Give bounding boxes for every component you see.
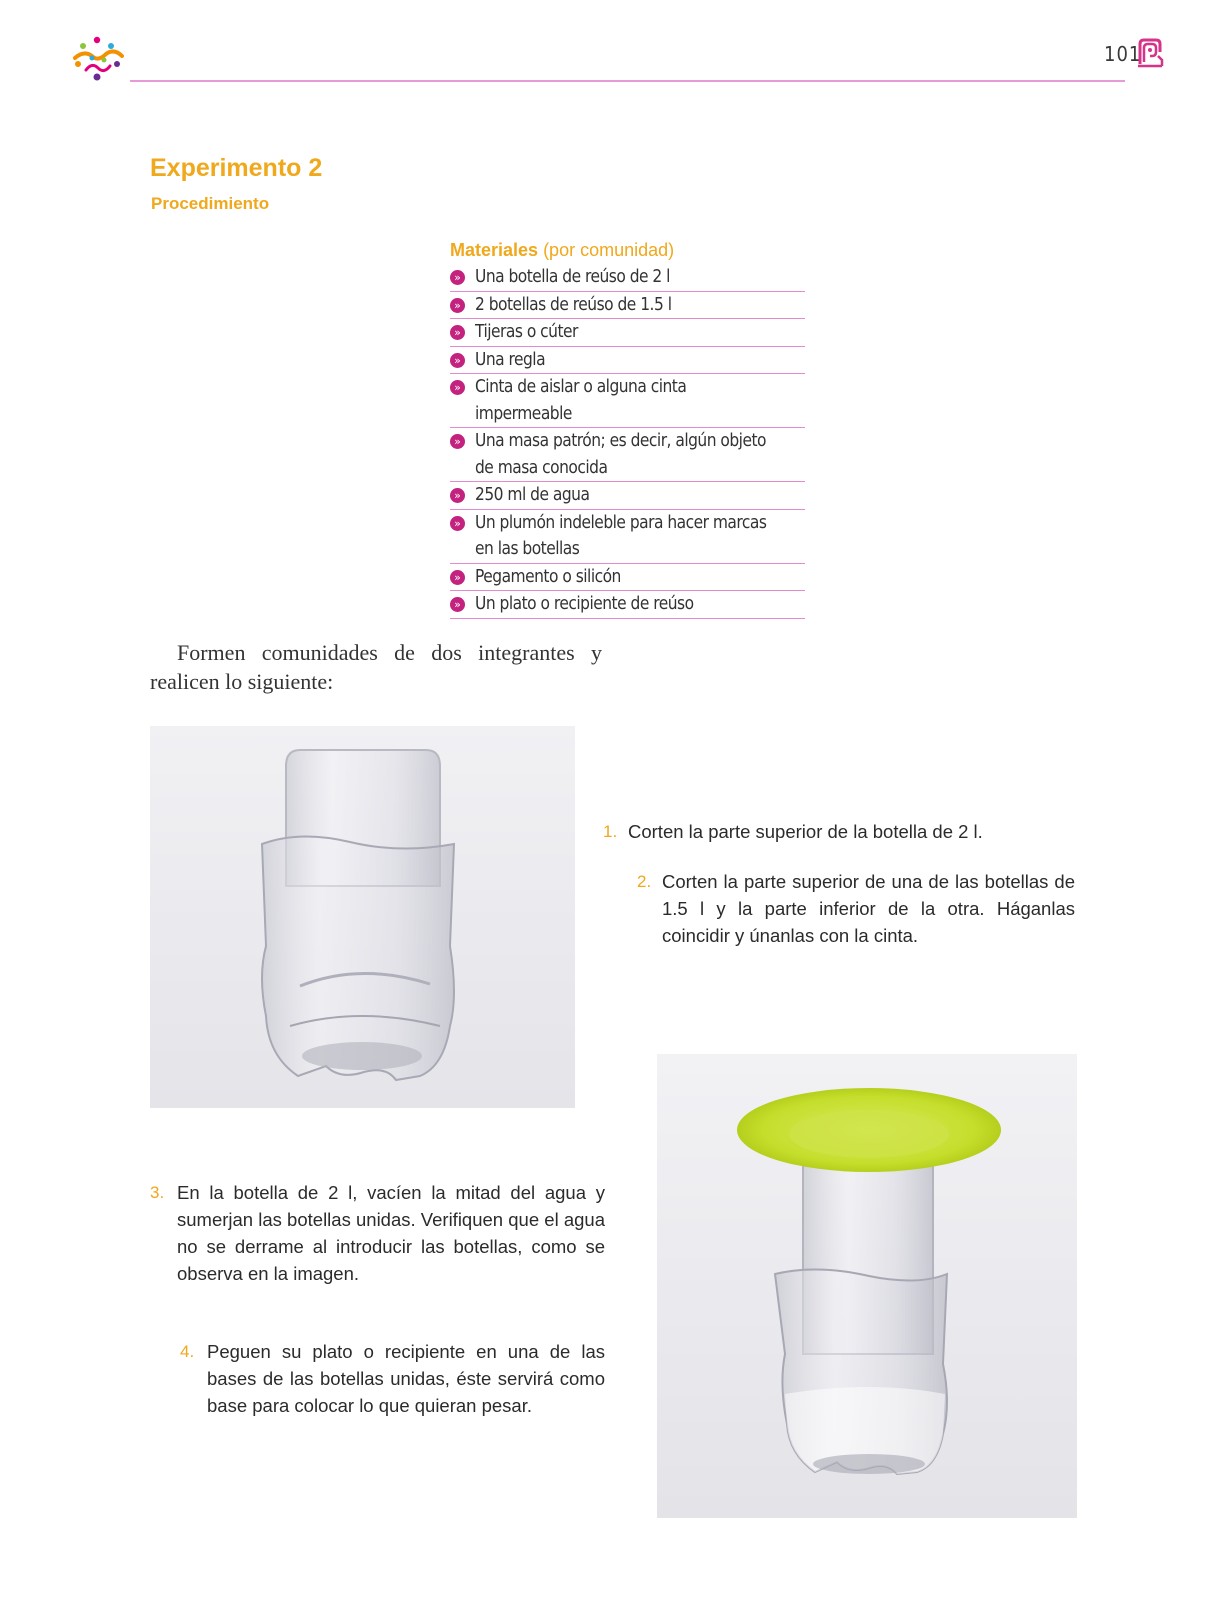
step-text: En la botella de 2 l, vacíen la mitad del agua y sumerjan las botellas unidas. Verifiquen que el agua no se derrame al introducir las botellas, como se observa en la imagen. [177,1182,605,1284]
list-item: » Una masa patrón; es decir, algún objeto de masa conocida [450,428,805,482]
chevron-right-icon: » [450,353,465,368]
list-item: » Tijeras o cúter [450,319,805,347]
materials-heading [450,238,805,262]
materials-heading-note: (por comunidad) [538,240,675,260]
list-item: » Cinta de aislar o alguna cinta impermeable [450,374,805,428]
chevron-right-icon: » [450,434,465,449]
step-1 [603,818,1068,845]
chevron-right-icon: » [450,325,465,340]
materials-box [450,238,805,619]
bottle-plate-illustration [657,1054,1077,1518]
step-text: Corten la parte superior de una de las botellas de 1.5 l y la parte inferior de la otra. Háganlas coincidir y únanlas con la cinta. [662,871,1075,946]
list-item: » Una regla [450,347,805,375]
chevron-right-icon: » [450,597,465,612]
chevron-right-icon: » [450,380,465,395]
step-number: 4. [180,1342,195,1361]
step-2 [637,868,1075,949]
step-text: Corten la parte superior de la botella de 2 l. [628,821,983,842]
section-subtitle: Procedimiento [151,194,270,213]
bottle-illustration [150,726,575,1108]
section-title: Experimento 2 [150,154,323,182]
chevron-right-icon: » [450,270,465,285]
photo-bottle-with-plate [657,1054,1077,1518]
chevron-right-icon: » [450,570,465,585]
step-4 [180,1338,605,1419]
decorative-ornament-icon [1136,38,1164,68]
step-number: 3. [150,1183,165,1202]
list-item: » Una botella de reúso de 2 l [450,264,805,292]
page-number: 101 [1104,42,1142,66]
step-number: 1. [603,822,618,841]
chevron-right-icon: » [450,298,465,313]
step-number: 2. [637,872,652,891]
list-item: » Un plato o recipiente de reúso [450,591,805,619]
materials-list [450,264,805,619]
list-item: » Un plumón indeleble para hacer marcas en las botellas [450,510,805,564]
intro-paragraph: Formen comunidades de dos integrantes y realicen lo siguiente: [150,640,602,694]
program-logo-icon [70,34,126,86]
chevron-right-icon: » [450,516,465,531]
photo-cut-bottles [150,726,575,1108]
list-item: » Pegamento o silicón [450,564,805,592]
chevron-right-icon: » [450,488,465,503]
step-3 [150,1179,605,1287]
step-text: Peguen su plato o recipiente en una de las bases de las botellas unidas, éste servirá como base para colocar lo que quieran pesar. [207,1341,605,1416]
materials-heading-bold: Materiales [450,240,539,260]
header-rule [130,80,1125,82]
list-item: » 250 ml de agua [450,482,805,510]
list-item: » 2 botellas de reúso de 1.5 l [450,292,805,320]
